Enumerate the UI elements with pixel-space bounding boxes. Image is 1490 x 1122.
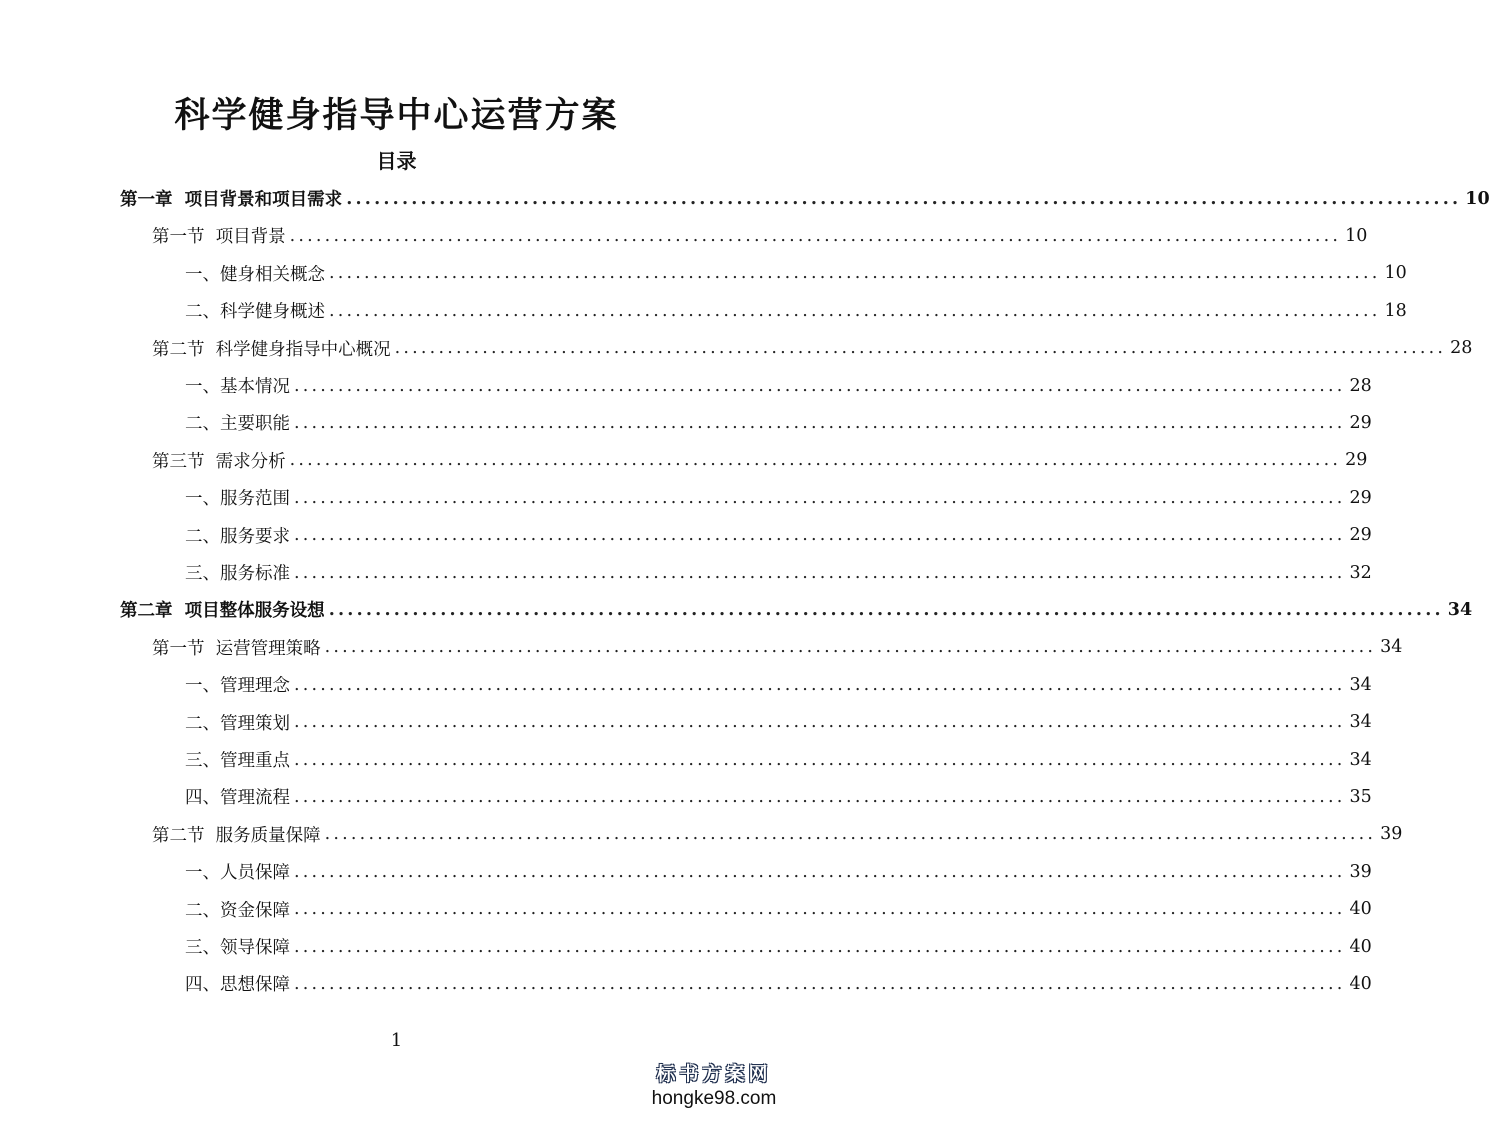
toc-entry-page: 40: [1349, 973, 1372, 994]
toc-dot-leader: ........................................................................................................................: [294, 375, 1346, 396]
toc-dot-leader: ........................................................................................................................: [294, 936, 1346, 957]
toc-entry-label: 第二章 项目整体服务设想: [120, 601, 325, 622]
toc-dot-leader: ........................................................................................................................: [289, 450, 1342, 471]
toc-entry-page: 34: [1447, 599, 1473, 620]
toc-entry-page: 28: [1349, 375, 1372, 396]
toc-entry[interactable]: [152, 442, 1368, 479]
toc-entry-label: 第三节 需求分析: [152, 451, 286, 472]
toc-entry-label: 三、服务标准: [185, 564, 290, 584]
toc-entry-page: 18: [1384, 300, 1407, 321]
toc-entry[interactable]: [185, 404, 1372, 441]
toc-entry[interactable]: [185, 479, 1372, 516]
page-number: 1: [390, 1030, 403, 1051]
toc-entry-label: 第二节 服务质量保障: [152, 825, 321, 846]
toc-entry-page: 29: [1345, 450, 1368, 471]
toc-entry-page: 40: [1349, 936, 1372, 957]
toc-entry-label: 一、管理理念: [185, 676, 290, 697]
toc-entry-page: 34: [1380, 637, 1403, 658]
toc-entry-label: 第一章 项目背景和项目需求: [120, 190, 343, 210]
toc-entry[interactable]: [185, 928, 1372, 965]
toc-entry-page: 35: [1349, 786, 1372, 807]
toc-entry[interactable]: [185, 965, 1372, 1002]
toc-entry[interactable]: [120, 180, 1490, 217]
toc-entry[interactable]: [185, 367, 1372, 404]
toc-entry-page: 40: [1349, 899, 1372, 920]
toc-dot-leader: ........................................................................................................................: [294, 749, 1346, 770]
toc-dot-leader: ........................................................................................................................: [294, 712, 1346, 733]
toc-entry-page: 34: [1349, 749, 1372, 770]
toc-entry[interactable]: [185, 666, 1372, 703]
toc-dot-leader: ........................................................................................................................: [289, 225, 1342, 246]
toc-entry-label: 一、人员保障: [185, 863, 290, 884]
toc-entry-page: 34: [1349, 674, 1372, 695]
toc-entry-page: 29: [1349, 412, 1372, 433]
toc-dot-leader: ........................................................................................................................: [294, 786, 1346, 807]
toc-entry[interactable]: [185, 255, 1407, 292]
toc-entry-label: 二、服务要求: [185, 526, 290, 547]
toc-entry[interactable]: [185, 554, 1372, 591]
toc-entry[interactable]: [185, 292, 1407, 329]
toc-dot-leader: ........................................................................................................................: [294, 487, 1346, 508]
toc-dot-leader: ........................................................................................................................: [294, 562, 1346, 583]
toc-entry-page: 39: [1349, 861, 1372, 882]
toc-heading: 目录: [376, 149, 417, 173]
watermark-name: 标书方案网: [656, 1063, 772, 1085]
toc-dot-leader: ........................................................................................................................: [329, 300, 1381, 321]
toc-dot-leader: ........................................................................................................................: [324, 824, 1377, 845]
toc-entry-page: 28: [1450, 338, 1473, 359]
toc-dot-leader: ........................................................................................................................: [294, 525, 1346, 546]
document-title: 科学健身指导中心运营方案: [174, 95, 619, 136]
toc-entry-label: 四、管理流程: [185, 788, 290, 809]
toc-dot-leader: ........................................................................................................................: [394, 338, 1447, 359]
toc-entry[interactable]: [120, 591, 1473, 628]
toc-entry-label: 第一节 运营管理策略: [152, 638, 321, 659]
toc-entry-page: 10: [1384, 263, 1407, 284]
toc-entry[interactable]: [152, 330, 1473, 367]
toc-entry-page: 10: [1465, 188, 1490, 209]
toc-entry-page: 10: [1345, 225, 1368, 246]
watermark: [649, 1059, 779, 1110]
toc-entry[interactable]: [185, 517, 1372, 554]
toc-dot-leader: ........................................................................................................................: [328, 599, 1444, 620]
toc-entry-label: 三、管理重点: [185, 751, 290, 771]
watermark-url: hongke98.com: [651, 1088, 777, 1109]
toc-entry-page: 29: [1349, 487, 1372, 508]
toc-entry[interactable]: [185, 704, 1372, 741]
toc-entry[interactable]: [152, 217, 1368, 254]
toc-entry-page: 39: [1380, 824, 1403, 845]
toc-entry-label: 一、服务范围: [185, 489, 290, 510]
toc-entry[interactable]: [185, 741, 1372, 778]
toc-entry-label: 四、思想保障: [185, 975, 290, 996]
toc-entry-page: 32: [1349, 562, 1372, 583]
toc-entry-label: 一、健身相关概念: [185, 264, 325, 285]
toc-entry[interactable]: [152, 629, 1403, 666]
toc-dot-leader: ........................................................................................................................: [294, 861, 1346, 882]
toc-dot-leader: ........................................................................................................................: [294, 412, 1346, 433]
toc-dot-leader: ........................................................................................................................: [294, 899, 1346, 920]
toc-entry-label: 二、科学健身概述: [185, 302, 325, 323]
toc-entry-label: 二、主要职能: [185, 414, 290, 435]
toc-dot-leader: ........................................................................................................................: [294, 973, 1346, 994]
toc-entry[interactable]: [152, 816, 1403, 853]
toc-entry-label: 三、领导保障: [185, 938, 290, 958]
toc-entry[interactable]: [185, 853, 1372, 890]
toc-entry-label: 第二节 科学健身指导中心概况: [152, 339, 391, 360]
toc-entry-label: 二、资金保障: [185, 900, 290, 921]
toc-entry-label: 二、管理策划: [185, 713, 290, 734]
toc-dot-leader: ........................................................................................................................: [346, 188, 1462, 209]
toc-dot-leader: ........................................................................................................................: [294, 674, 1346, 695]
toc-dot-leader: ........................................................................................................................: [324, 637, 1377, 658]
toc-entry-page: 34: [1349, 712, 1372, 733]
toc-entry-page: 29: [1349, 525, 1372, 546]
toc-entry-label: 第一节 项目背景: [152, 227, 286, 248]
toc-dot-leader: ........................................................................................................................: [329, 263, 1381, 284]
toc-entry[interactable]: [185, 778, 1372, 815]
toc-entry-label: 一、基本情况: [185, 377, 290, 397]
toc-entry[interactable]: [185, 891, 1372, 928]
